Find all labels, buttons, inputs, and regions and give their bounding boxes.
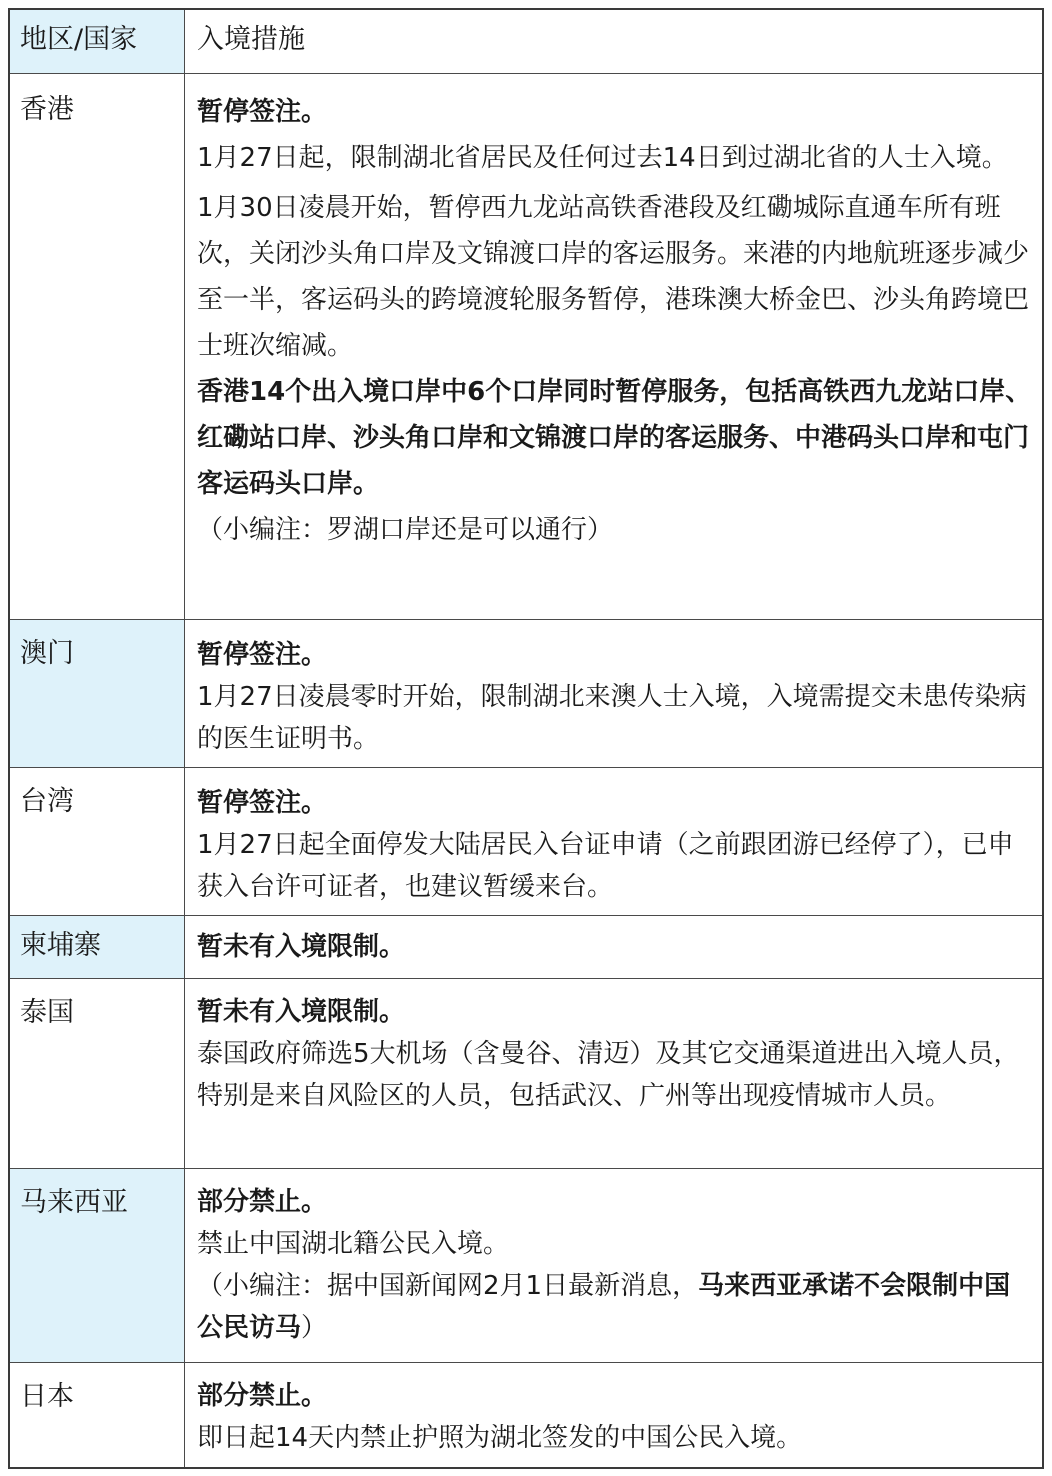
status-line: 暂停签注。	[197, 97, 328, 127]
entry-measures-table	[8, 8, 1044, 1469]
measure-text: 1月27日凌晨零时开始，限制湖北来澳人士入境，入境需提交未患传染病的医生证明书。	[197, 682, 1027, 754]
status-line: 部分禁止。	[197, 1187, 328, 1217]
measures-cell	[185, 979, 1042, 1168]
measure-text: 泰国政府筛选5大机场（含曼谷、清迈）及其它交通渠道进出入境人员，特别是来自风险区的人员，包括武汉、广州等出现疫情城市人员。	[197, 1039, 1020, 1111]
table-row-thailand	[10, 979, 1042, 1169]
region-cell: 澳门	[10, 620, 185, 767]
editor-note: （小编注：罗湖口岸还是可以通行）	[197, 515, 614, 545]
region-cell: 台湾	[10, 768, 185, 915]
header-measures-cell: 入境措施	[197, 24, 305, 55]
status-line: 暂停签注。	[197, 788, 328, 818]
measures-cell	[185, 620, 1042, 767]
measures-cell	[185, 74, 1042, 619]
status-line: 部分禁止。	[197, 1381, 328, 1411]
measures-cell	[185, 916, 1042, 978]
note-suffix: ）	[301, 1313, 328, 1343]
table-row-taiwan	[10, 768, 1042, 916]
status-line: 暂停签注。	[197, 640, 328, 670]
status-line: 暂未有入境限制。	[197, 997, 406, 1027]
editor-note	[197, 1265, 1032, 1349]
note-bold: 马来西亚承诺不会限制中国公民访马	[197, 1271, 1011, 1343]
region-cell: 柬埔寨	[10, 916, 185, 978]
region-cell: 泰国	[10, 979, 185, 1168]
measures-cell	[185, 1363, 1042, 1467]
header-region-cell: 地区/国家	[10, 10, 185, 73]
measure-text: 1月30日凌晨开始，暂停西九龙站高铁香港段及红磡城际直通车所有班次，关闭沙头角口岸及文锦渡口岸的客运服务。来港的内地航班逐步减少至一半，客运码头的跨境渡轮服务暂停，港珠澳大桥金巴、沙头角跨境巴士班次缩减。	[197, 193, 1030, 361]
region-cell: 马来西亚	[10, 1169, 185, 1362]
status-line: 暂未有入境限制。	[197, 932, 406, 962]
region-cell: 香港	[10, 74, 185, 619]
table-row-macau	[10, 620, 1042, 768]
measure-text: 1月27日起，限制湖北省居民及任何过去14日到过湖北省的人士入境。	[197, 143, 1008, 173]
table-row-hongkong	[10, 74, 1042, 620]
note-prefix: （小编注：据中国新闻网2月1日最新消息，	[197, 1271, 699, 1301]
table-row-cambodia	[10, 916, 1042, 979]
measure-text: 即日起14天内禁止护照为湖北签发的中国公民入境。	[197, 1423, 803, 1453]
measure-text-bold: 香港14个出入境口岸中6个口岸同时暂停服务，包括高铁西九龙站口岸、红磡站口岸、沙头角口岸和文锦渡口岸的客运服务、中港码头口岸和屯门客运码头口岸。	[197, 377, 1032, 499]
measure-text: 禁止中国湖北籍公民入境。	[197, 1229, 510, 1259]
table-row-japan	[10, 1363, 1042, 1467]
measures-cell	[185, 768, 1042, 915]
measure-text: 1月27日起全面停发大陆居民入台证申请（之前跟团游已经停了），已申获入台许可证者，也建议暂缓来台。	[197, 830, 1014, 902]
table-header-row	[10, 10, 1042, 74]
measures-cell	[185, 1169, 1042, 1362]
region-cell: 日本	[10, 1363, 185, 1467]
table-row-malaysia	[10, 1169, 1042, 1363]
